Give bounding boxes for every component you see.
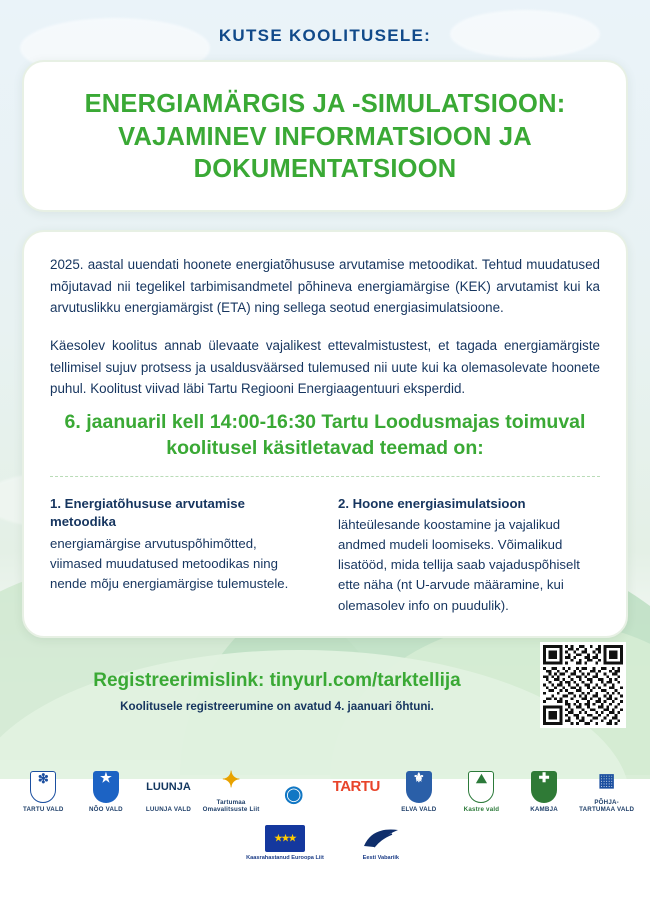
eu-flag-icon: ★★★: [265, 825, 305, 852]
qr-code[interactable]: [540, 642, 626, 728]
poster-kicker: KUTSE KOOLITUSELE:: [218, 26, 432, 45]
estonia-logo: [358, 825, 404, 862]
logo-kastre-vald: [452, 771, 511, 813]
logo-caption: Tartumaa Omavalitsuste Liit: [202, 798, 260, 813]
intro-paragraph-1: 2025. aastal uuendati hoonete energiatõhususe arvutamise metoodikat. Tehtud muudatused mõjutavad nii tegelikel tarbimisandmetel põhineva energiamärgise (KEK) arvutamist kui ka arvutuslikku energiamärgist (ETA) ning sellega seotud energiasimulatsioone.: [50, 256, 600, 316]
tartu-vald-icon: ❇: [30, 771, 56, 803]
registration-note: Koolitusele registreerumine on avatud 4. jaanuari õhtuni.: [120, 699, 434, 713]
funding-logos: [0, 825, 650, 862]
tartumaa-liit-icon: ✦: [221, 766, 241, 792]
event-time-heading: 6. jaanuaril kell 14:00-16:30 Tartu Loodusmajas toimuval koolitusel käsitletavad teemad on:: [50, 410, 600, 476]
registration-section: [22, 656, 628, 742]
kambja-vald-icon: ✚: [531, 771, 557, 803]
nogo-vald-icon: ★: [93, 771, 119, 803]
estonia-swallow-icon: [358, 825, 404, 852]
topic-item: [338, 495, 600, 616]
logo-elva-vald: [390, 771, 449, 813]
topic-item: [50, 495, 312, 616]
logo-caption: PÕHJA-TARTUMAA VALD: [579, 798, 635, 813]
logo-kambja-vald: [515, 771, 574, 813]
logo-caption: LUUNJA VALD: [145, 805, 192, 813]
luunja-vald-icon: LUUNJA: [146, 780, 191, 793]
logo-tartu-linn: [327, 771, 386, 813]
partner-logos: [0, 756, 650, 813]
logo-caption: KAMBJA: [530, 805, 558, 813]
registration-link[interactable]: Registreerimislink: tinyurl.com/tarktellija: [93, 669, 461, 691]
topic-text: lähteülesande koostamine ja vajalikud andmed mudeli loomiseks. Võimalikud lisatööd, mida tellija saab vajaduspõhiselt ette näha (nt U-arvude määramine, kui olemasolev info on puudulik).: [338, 517, 580, 613]
estonia-caption: Eesti Vabariik: [362, 854, 400, 861]
logo-nogo-vald: [77, 771, 136, 813]
logo-elva-linn: [264, 778, 323, 813]
logo-caption: TARTU VALD: [22, 805, 64, 813]
logo-caption: Kastre vald: [463, 805, 500, 813]
logo-luunja-vald: [139, 771, 198, 813]
topic-heading: 1. Energiatõhususe arvutamise metoodika: [50, 495, 245, 530]
title-card: [22, 60, 628, 212]
logo-tartumaa-omavalitsuste-liit: [202, 764, 261, 813]
topic-text: energiamärgise arvutuspõhimõtted, viimased muudatused metoodikas ning nende mõju energiamärgise tulemustele.: [50, 536, 289, 592]
intro-paragraph-2: Käesolev koolitus annab ülevaate vajalikest ettevalmistustest, et tagada energiamärgiste tellimisel sujuv protsess ja usaldusväärsed tulemused nii uute kui ka olemasolevate hoonete puhul. Koolitust viivad läbi Tartu Regiooni Energiaagentuuri eksperdid.: [50, 337, 600, 397]
logo-tartu-vald: [14, 771, 73, 813]
elva-vald-icon: ⚜: [406, 771, 432, 803]
elva-linn-icon: ◉: [284, 780, 304, 806]
body-card: [22, 230, 628, 638]
logo-pohja-tartumaa-vald: [577, 764, 636, 813]
tartu-linn-icon: TARTU: [332, 777, 380, 795]
logo-caption: ELVA VALD: [401, 805, 437, 813]
kastre-vald-icon: ⛰: [468, 771, 494, 803]
logo-caption: NÕO VALD: [88, 805, 123, 813]
topics-list: [50, 495, 600, 616]
eu-funding-caption: Kaasrahastanud Euroopa Liit: [246, 854, 324, 861]
topic-heading: 2. Hoone energiasimulatsioon: [338, 495, 526, 511]
pohja-tartumaa-icon: ▦: [598, 769, 616, 790]
eu-funding-logo: [246, 825, 324, 862]
page-title: ENERGIAMÄRGIS JA -SIMULATSIOON: VAJAMINEV INFORMATSIOON JA DOKUMENTATSIOON: [84, 90, 566, 184]
